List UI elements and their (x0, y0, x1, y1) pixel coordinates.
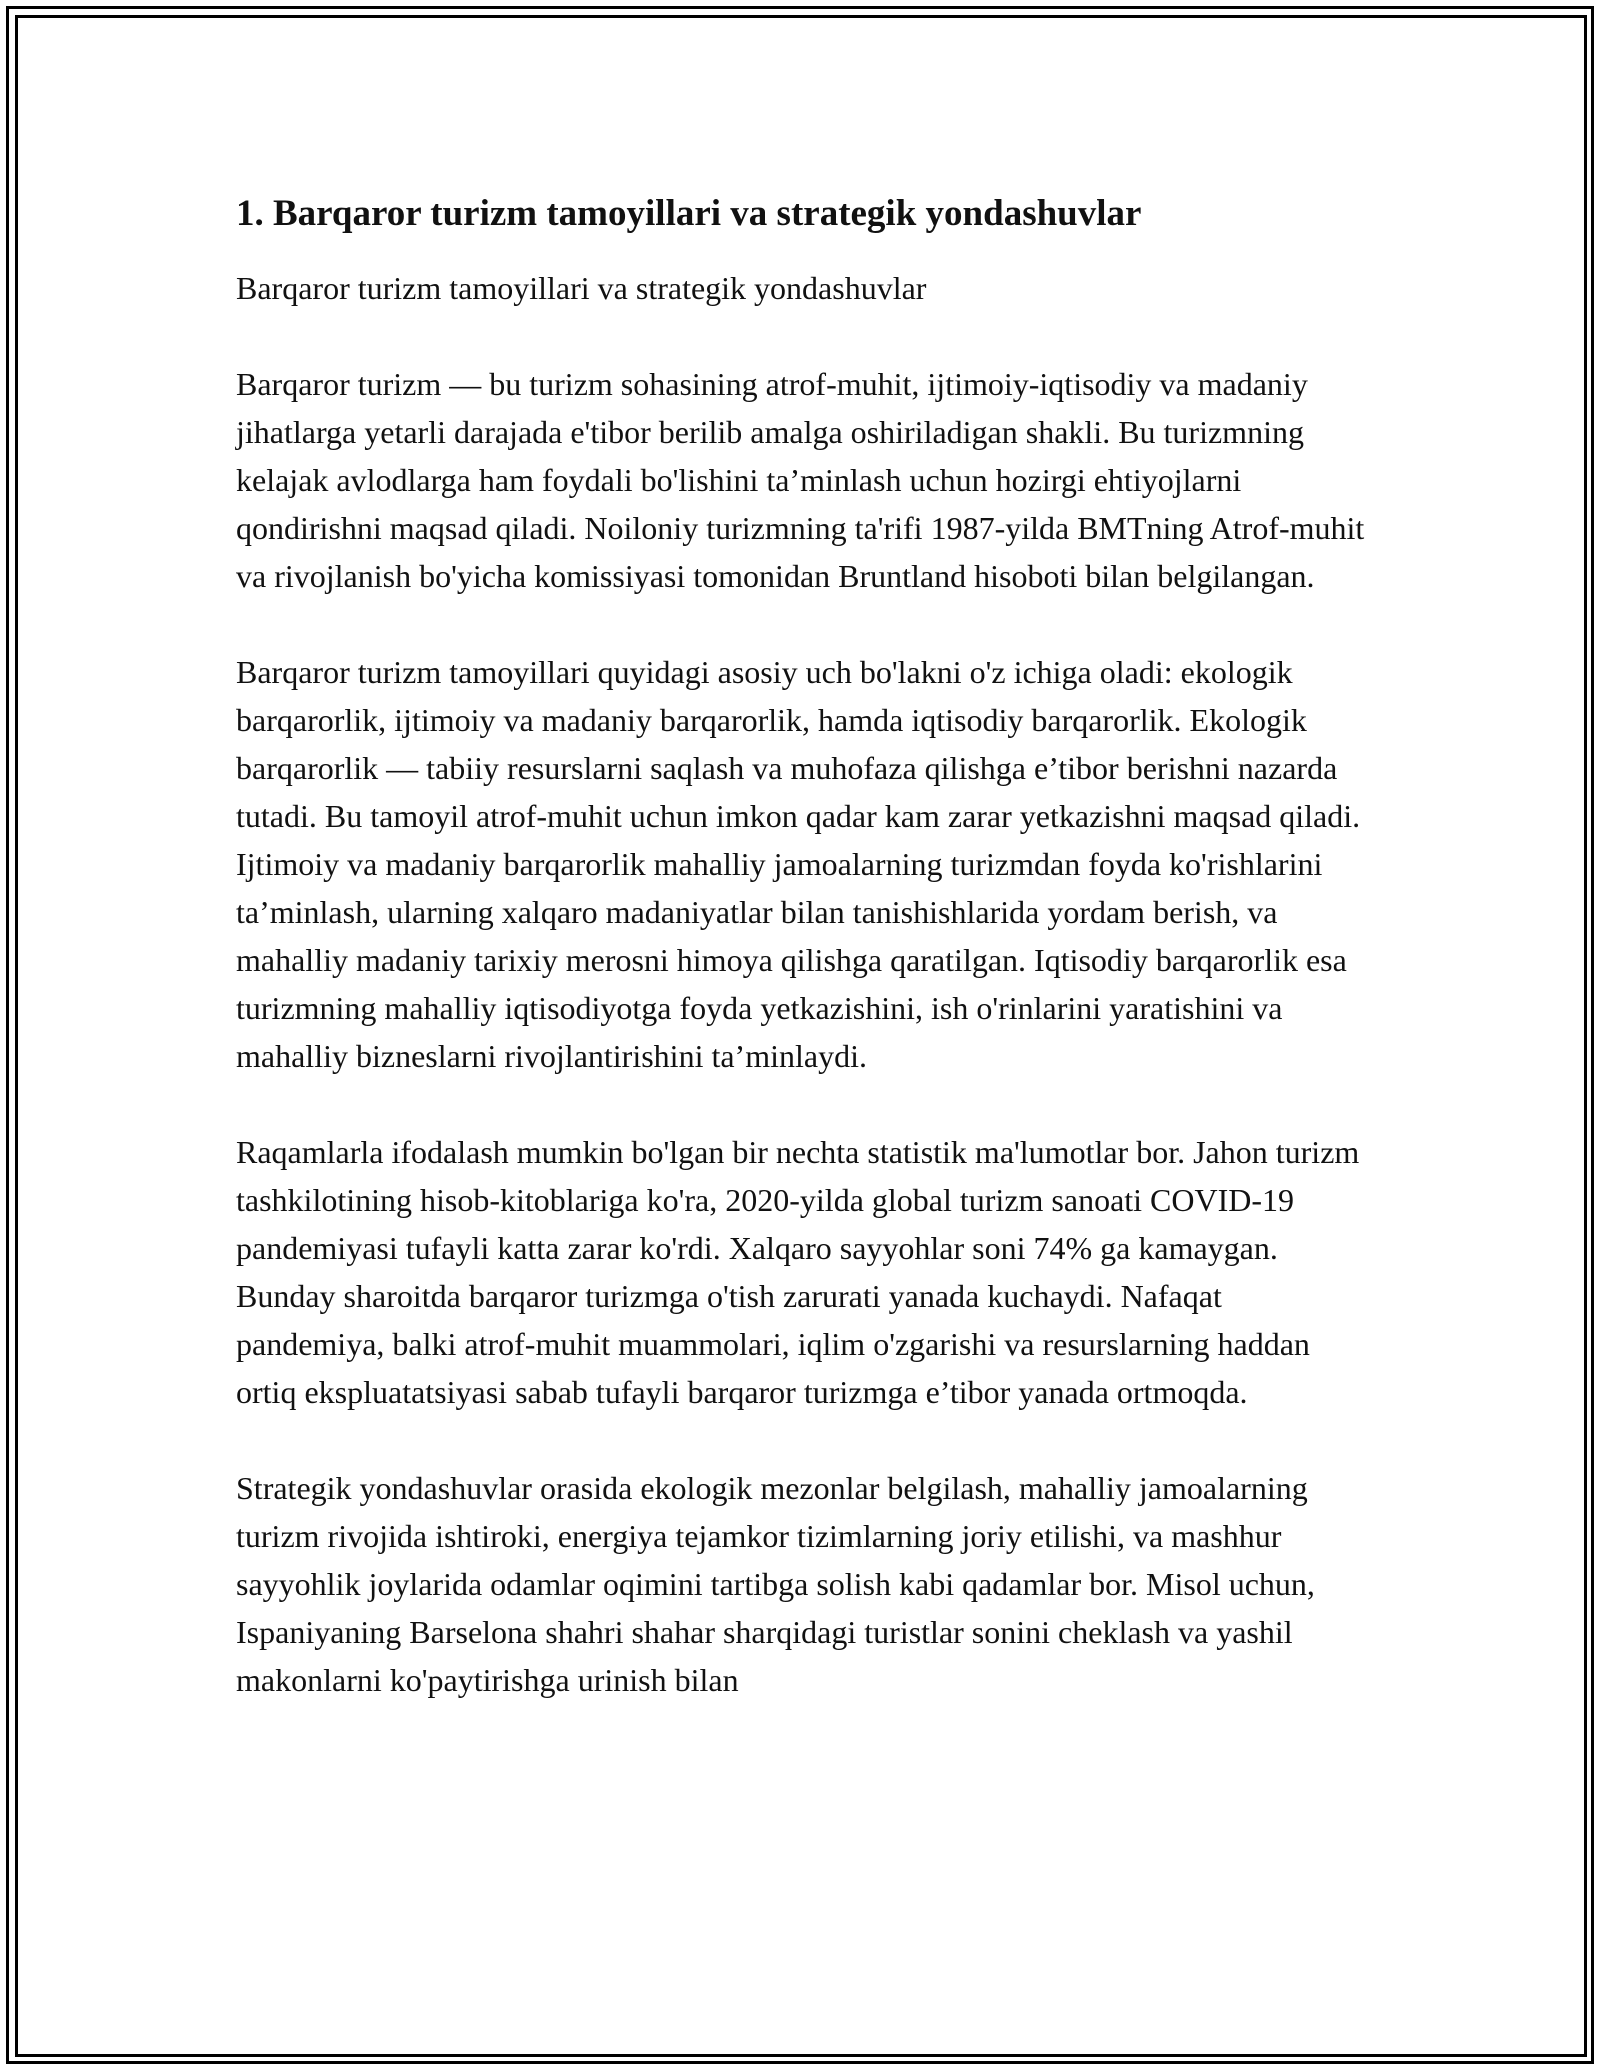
paragraph-definition: Barqaror turizm — bu turizm sohasining atrof-muhit, ijtimoiy-iqtisodiy va madaniy jihatlarga yetarli darajada e'tibor berilib amalga oshiriladigan shakli. Bu turizmning kelajak avlodlarga ham foydali bo'lishini ta’minlash uchun hozirgi ehtiyojlarni qondirishni maqsad qiladi. Noiloniy turizmning ta'rifi 1987-yilda BMTning Atrof-muhit va rivojlanish bo'yicha komissiyasi tomonidan Bruntland hisoboti bilan belgilangan. (236, 366, 1365, 594)
section-subtitle: Barqaror turizm tamoyillari va strategik yondashuvlar (236, 270, 927, 306)
document-body (236, 188, 1366, 1704)
section-heading: 1. Barqaror turizm tamoyillari va strategik yondashuvlar (236, 193, 1142, 234)
paragraph-strategies: Strategik yondashuvlar orasida ekologik mezonlar belgilash, mahalliy jamoalarning turizm rivojida ishtiroki, energiya tejamkor tizimlarning joriy etilishi, va mashhur sayyohlik joylarida odamlar oqimini tartibga solish kabi qadamlar bor. Misol uchun, Ispaniyaning Barselona shahri shahar sharqidagi turistlar sonini cheklash va yashil makonlarni ko'paytirishga urinish bilan (236, 1470, 1315, 1698)
paragraph-statistics: Raqamlarla ifodalash mumkin bo'lgan bir nechta statistik ma'lumotlar bor. Jahon turizm tashkilotining hisob-kitoblariga ko'ra, 2020-yilda global turizm sanoati COVID-19 pandemiyasi tufayli katta zarar ko'rdi. Xalqaro sayyohlar soni 74% ga kamaygan. Bunday sharoitda barqaror turizmga o'tish zarurati yanada kuchaydi. Nafaqat pandemiya, balki atrof-muhit muammolari, iqlim o'zgarishi va resurslarning haddan ortiq ekspluatatsiyasi sabab tufayli barqaror turizmga e’tibor yanada ortmoqda. (236, 1134, 1360, 1410)
paragraph-principles: Barqaror turizm tamoyillari quyidagi asosiy uch bo'lakni o'z ichiga oladi: ekologik barqarorlik, ijtimoiy va madaniy barqarorlik, hamda iqtisodiy barqarorlik. Ekologik barqarorlik — tabiiy resurslarni saqlash va muhofaza qilishga e’tibor berishni nazarda tutadi. Bu tamoyil atrof-muhit uchun imkon qadar kam zarar yetkazishni maqsad qiladi. Ijtimoiy va madaniy barqarorlik mahalliy jamoalarning turizmdan foyda ko'rishlarini ta’minlash, ularning xalqaro madaniyatlar bilan tanishishlarida yordam berish, va mahalliy madaniy tarixiy merosni himoya qilishga qaratilgan. Iqtisodiy barqarorlik esa turizmning mahalliy iqtisodiyotga foyda yetkazishini, ish o'rinlarini yaratishini va mahalliy bizneslarni rivojlantirishini ta’minlaydi. (236, 654, 1361, 1074)
